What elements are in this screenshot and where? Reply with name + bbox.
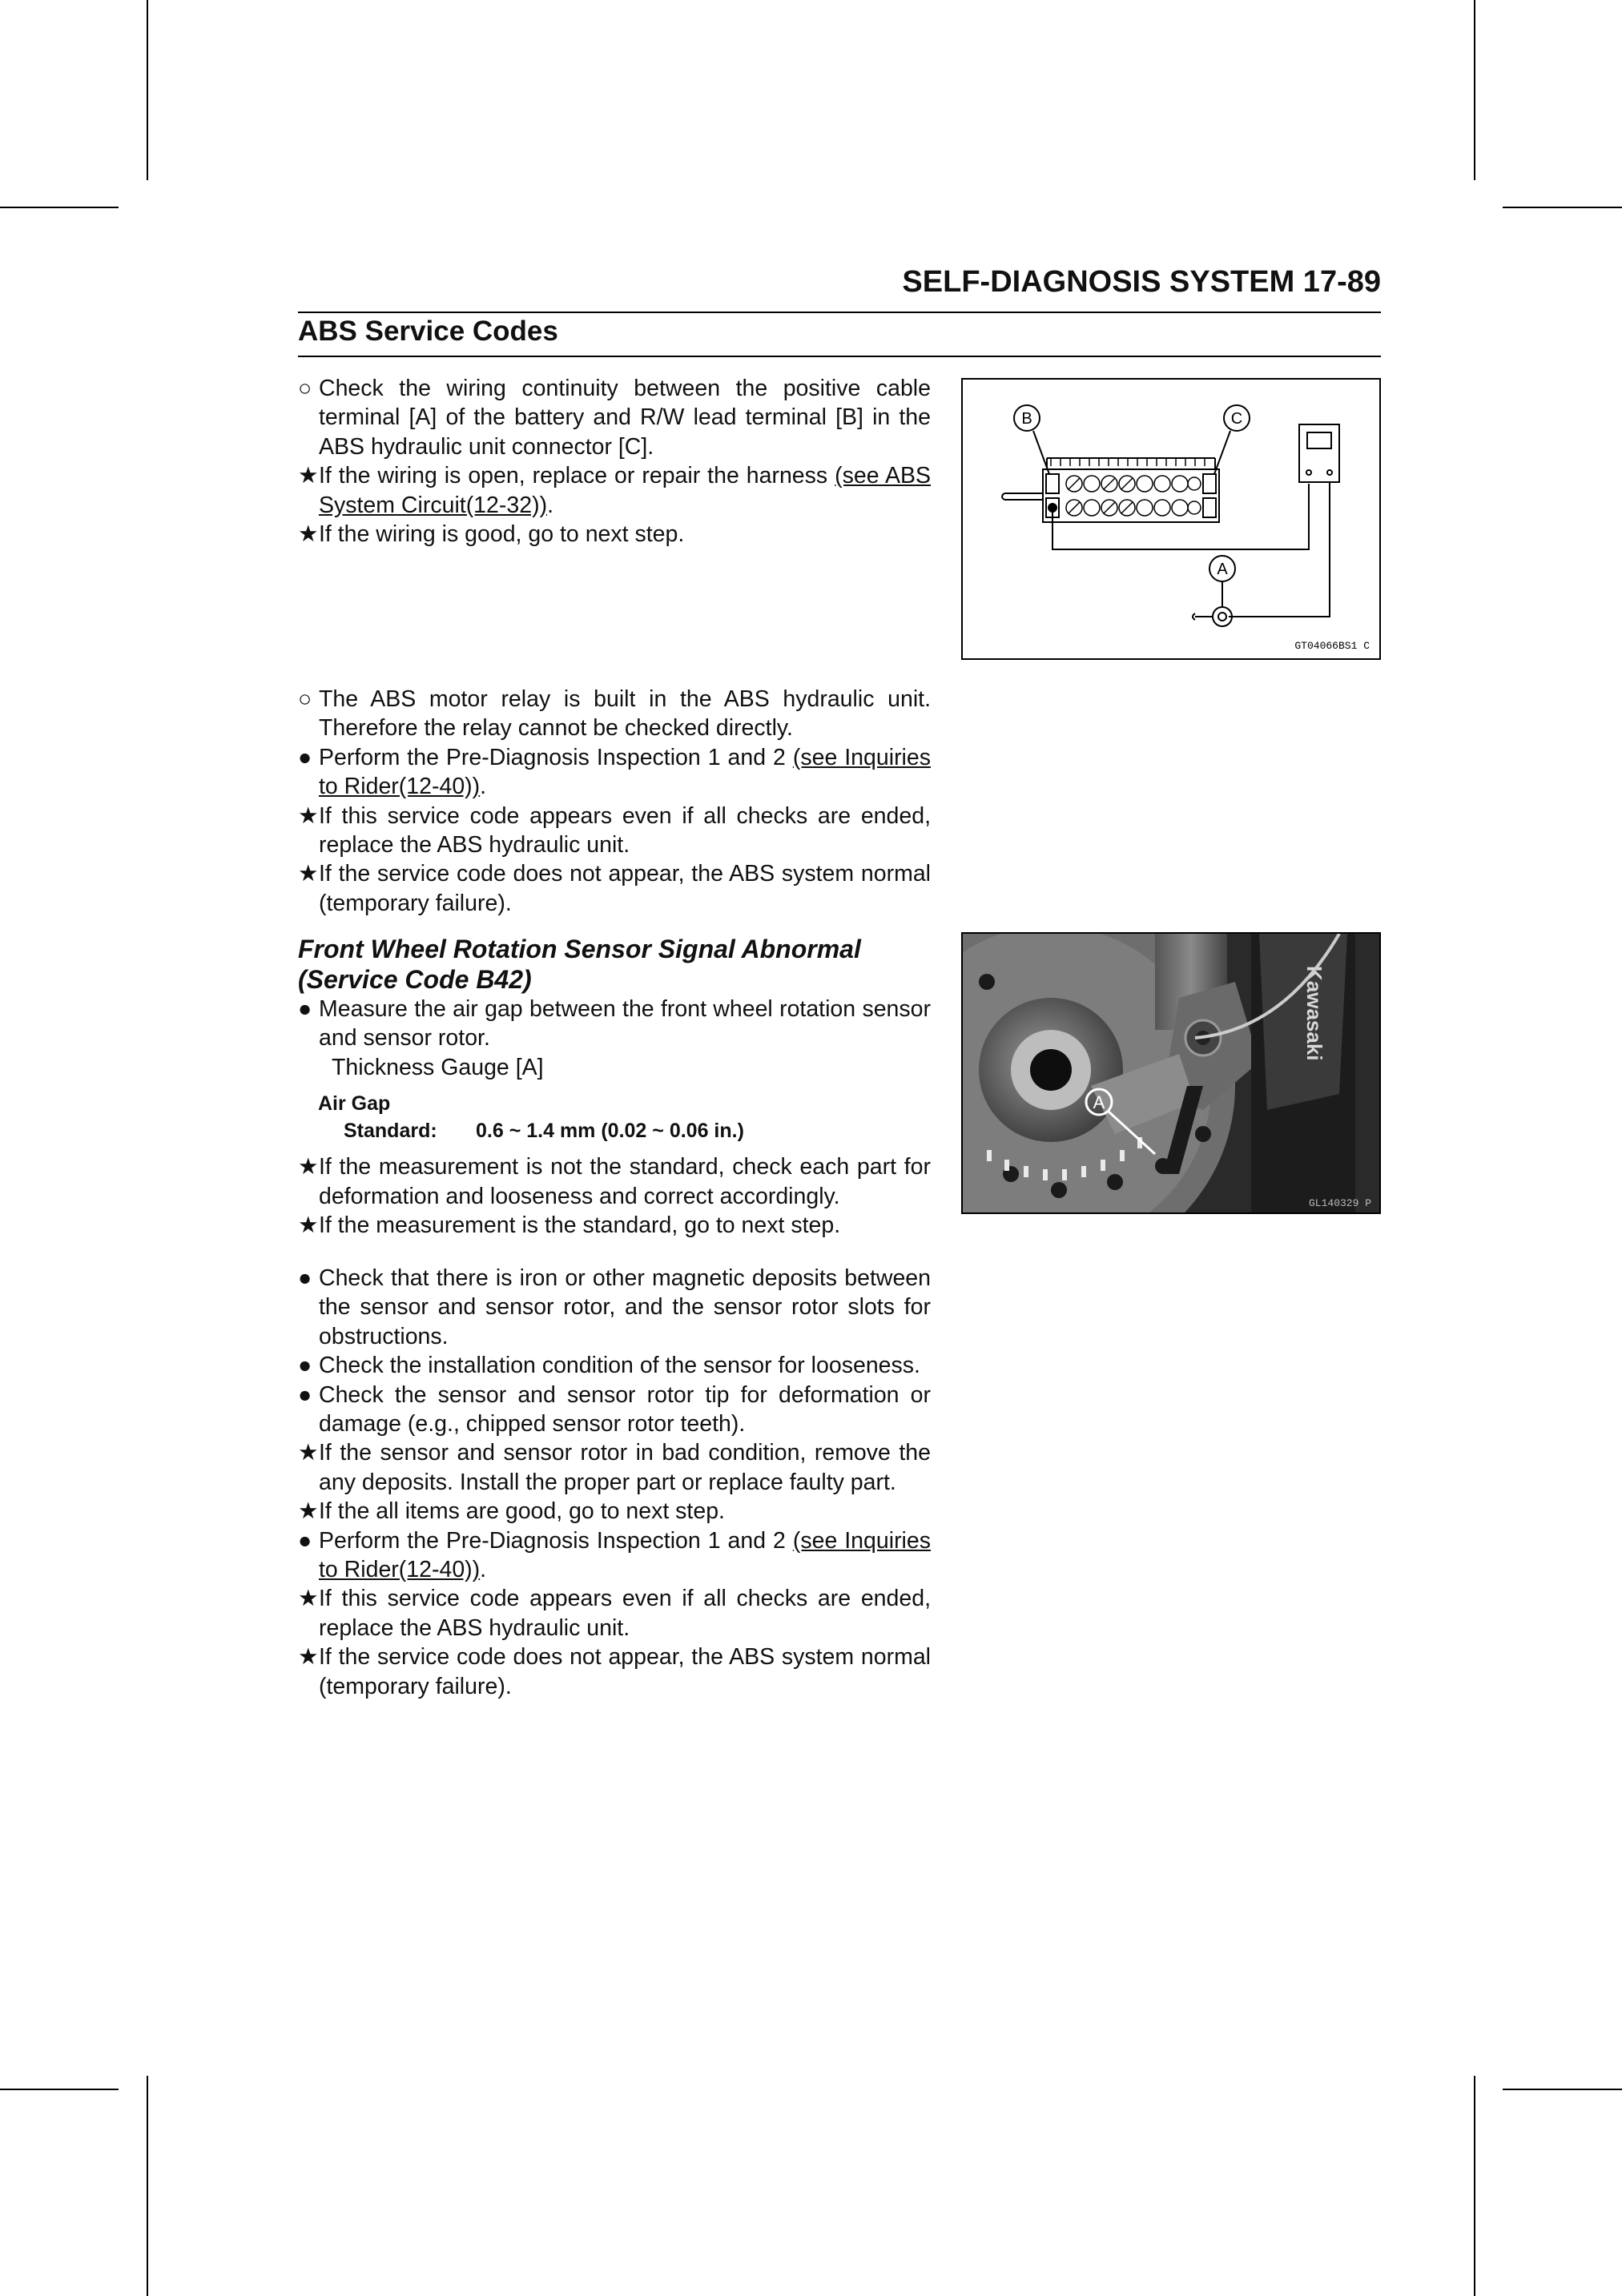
callout-a: A bbox=[1093, 1092, 1105, 1112]
list-item: ★ If the measurement is the standard, go to next step. bbox=[298, 1211, 931, 1240]
list-item: ★ If the wiring is good, go to next step. bbox=[298, 520, 931, 549]
block-wiring-check bbox=[298, 374, 931, 549]
star-icon: ★ bbox=[298, 1644, 319, 1671]
star-icon: ★ bbox=[298, 521, 319, 548]
wiring-diagram bbox=[963, 380, 1379, 658]
wiring-diagram-figure bbox=[961, 378, 1381, 660]
list-item: ○ Check the wiring continuity between the positive cable terminal [A] of the battery and R/W lead terminal [B] in the ABS hydraulic unit connector [C]. bbox=[298, 376, 931, 460]
list-item: ★ If the service code does not appear, the ABS system normal (temporary failure). bbox=[298, 861, 931, 916]
list-item: ★ If this service code appears even if all checks are ended, replace the ABS hydraulic unit. bbox=[298, 1586, 931, 1641]
list-item: ★ If the sensor and sensor rotor in bad condition, remove the any deposits. Install the proper part or replace faulty part. bbox=[298, 1440, 931, 1495]
crop-mark bbox=[1503, 2089, 1622, 2090]
callout-a: A bbox=[1217, 561, 1228, 578]
bullet-icon: ● bbox=[298, 996, 312, 1022]
star-icon: ★ bbox=[298, 463, 319, 489]
list-item: ● Perform the Pre-Diagnosis Inspection 1 and 2 (see Inquiries to Rider(12-40)). bbox=[298, 1527, 931, 1583]
bullet-icon: ● bbox=[298, 1265, 312, 1291]
list-item: ● Measure the air gap between the front wheel rotation sensor and sensor rotor. bbox=[298, 996, 931, 1051]
list-item: ○ The ABS motor relay is built in the ABS hydraulic unit. Therefore the relay cannot be checked directly. bbox=[298, 686, 931, 742]
list-item: ★ If this service code appears even if all checks are ended, replace the ABS hydraulic unit. bbox=[298, 802, 931, 858]
crop-mark bbox=[0, 2089, 119, 2090]
page-header: SELF-DIAGNOSIS SYSTEM 17-89 bbox=[902, 265, 1381, 299]
list-item: ★ If the all items are good, go to next step. bbox=[298, 1497, 931, 1526]
sensor-photo-figure bbox=[961, 932, 1381, 1214]
figure-code: GL140329 P bbox=[1308, 1197, 1371, 1209]
crop-mark bbox=[147, 0, 148, 180]
cross-reference-link[interactable]: (see Inquiries to Rider(12-40)) bbox=[319, 744, 931, 800]
crop-mark bbox=[1474, 0, 1475, 180]
figure-code: GT04066BS1 C bbox=[1294, 640, 1370, 652]
callout-c: C bbox=[1230, 410, 1243, 428]
cross-reference-link[interactable]: (see Inquiries to Rider(12-40)) bbox=[319, 1527, 931, 1583]
list-item: ● Check that there is iron or other magnetic deposits between the sensor and sensor rotor, and the sensor rotor slots for obstructions. bbox=[298, 1265, 931, 1349]
list-item: ★ If the service code does not appear, the ABS system normal (temporary failure). bbox=[298, 1644, 931, 1699]
block-sensor-inspection bbox=[298, 1264, 931, 1701]
star-icon: ★ bbox=[298, 1498, 319, 1525]
bullet-icon: ● bbox=[298, 1353, 312, 1379]
block-motor-relay bbox=[298, 685, 931, 918]
list-item: ● Perform the Pre-Diagnosis Inspection 1 and 2 (see Inquiries to Rider(12-40)). bbox=[298, 744, 931, 800]
section-title: ABS Service Codes bbox=[298, 316, 558, 347]
star-icon: ★ bbox=[298, 1586, 319, 1612]
star-icon: ★ bbox=[298, 1440, 319, 1466]
caliper-brand-text: Kawasaki bbox=[1302, 966, 1326, 1061]
star-icon: ★ bbox=[298, 1154, 319, 1180]
block-b42 bbox=[298, 934, 931, 1240]
spec-label: Air Gap bbox=[318, 1092, 391, 1116]
tool-name: Thickness Gauge [A] bbox=[332, 1054, 544, 1080]
list-item: ★ If the measurement is not the standard, check each part for deformation and looseness and correct accordingly. bbox=[298, 1154, 931, 1209]
crop-mark bbox=[0, 207, 119, 208]
circle-icon: ○ bbox=[298, 686, 312, 712]
subsection-title: Front Wheel Rotation Sensor Signal Abnormal (Service Code B42) bbox=[298, 935, 861, 994]
bullet-icon: ● bbox=[298, 1527, 312, 1554]
star-icon: ★ bbox=[298, 861, 319, 887]
header-rule bbox=[298, 312, 1381, 313]
bullet-icon: ● bbox=[298, 1381, 312, 1408]
crop-mark bbox=[1474, 2076, 1475, 2296]
callout-b: B bbox=[1021, 410, 1032, 428]
cross-reference-link[interactable]: (see ABS System Circuit(12-32)) bbox=[319, 463, 931, 518]
circle-icon: ○ bbox=[298, 376, 312, 401]
crop-mark bbox=[1503, 207, 1622, 208]
list-item: ● Check the sensor and sensor rotor tip for deformation or damage (e.g., chipped sensor rotor teeth). bbox=[298, 1381, 931, 1438]
bullet-icon: ● bbox=[298, 744, 312, 770]
list-item: ● Check the installation condition of the sensor for looseness. bbox=[298, 1351, 931, 1380]
list-item: ★ If the wiring is open, replace or repair the harness (see ABS System Circuit(12-32)). bbox=[298, 463, 931, 518]
section-rule bbox=[298, 356, 1381, 357]
star-icon: ★ bbox=[298, 1212, 319, 1239]
sensor-photo bbox=[963, 934, 1379, 1212]
spec-row: Standard: 0.6 ~ 1.4 mm (0.02 ~ 0.06 in.) bbox=[344, 1120, 744, 1143]
crop-mark bbox=[147, 2076, 148, 2296]
star-icon: ★ bbox=[298, 802, 319, 829]
